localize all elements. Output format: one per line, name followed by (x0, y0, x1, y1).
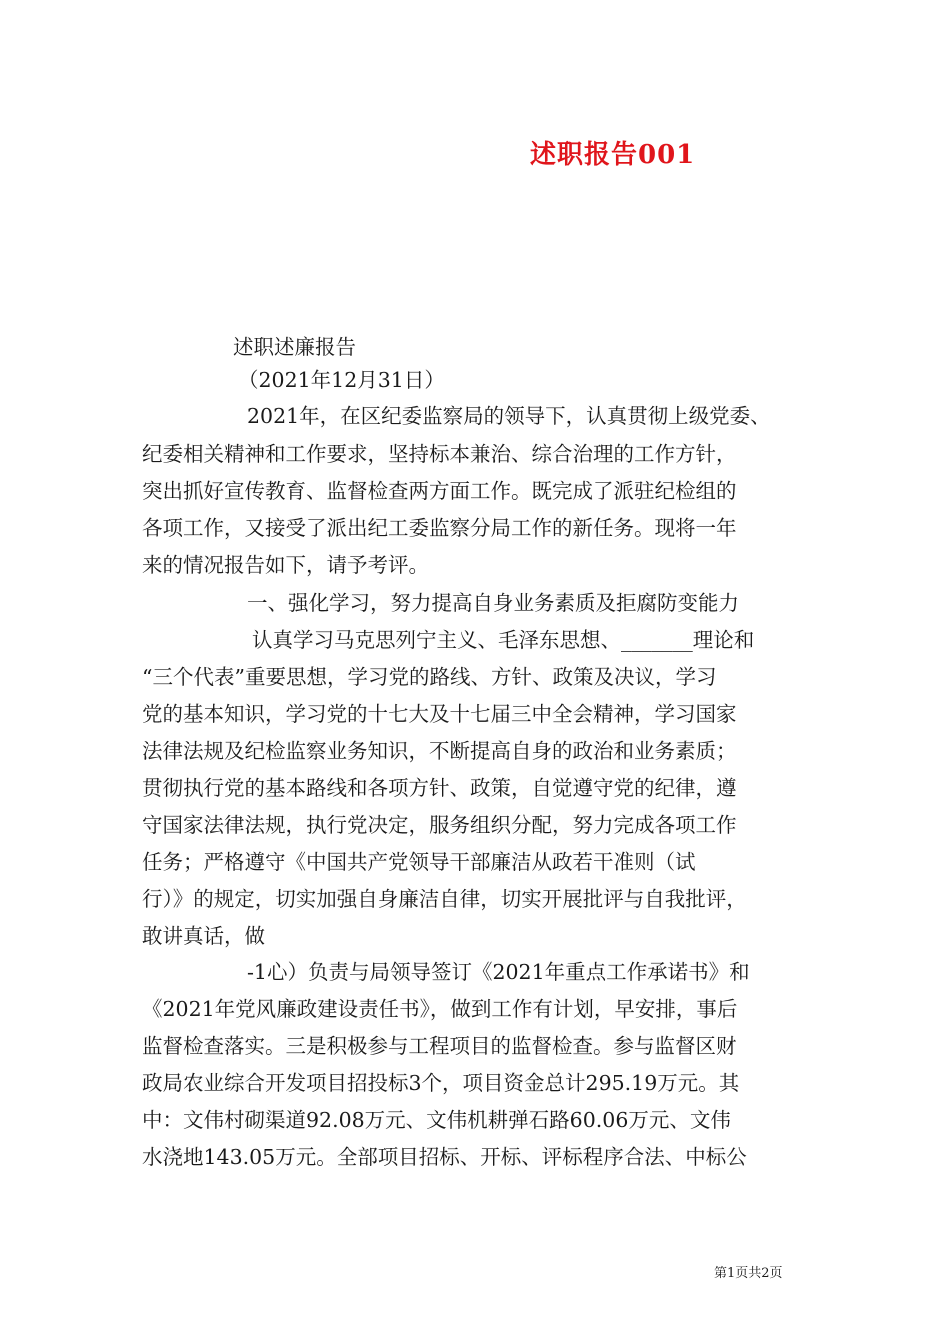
paragraph-line: 行）》的规定，切实加强自身廉洁自律，切实开展批评与自我批评， (142, 887, 747, 911)
paragraph-line: 敢讲真话，做 (142, 924, 265, 948)
report-date: （2021年12月31日） (238, 368, 445, 392)
paragraph-line: 法律法规及纪检监察业务知识，不断提高自身的政治和业务素质； (142, 739, 737, 763)
paragraph-line: 任务；严格遵守《中国共产党领导干部廉洁从政若干准则（试 (142, 850, 696, 874)
paragraph-line: -1心）负责与局领导签订《2021年重点工作承诺书》和 (247, 960, 750, 984)
paragraph-line: 认真学习马克思列宁主义、毛泽东思想、_______理论和 (252, 628, 755, 652)
paragraph-line: 来的情况报告如下，请予考评。 (142, 553, 429, 577)
paragraph-line: 各项工作，又接受了派出纪工委监察分局工作的新任务。现将一年 (142, 516, 737, 540)
paragraph-line: 监督检查落实。三是积极参与工程项目的监督检查。参与监督区财 (142, 1034, 737, 1058)
page-number: 第1页共2页 (714, 1266, 783, 1281)
paragraph-line: 纪委相关精神和工作要求，坚持标本兼治、综合治理的工作方针， (142, 442, 737, 466)
paragraph-line: 2021年，在区纪委监察局的领导下，认真贯彻上级党委、 (247, 404, 771, 428)
paragraph-line: 水浇地143.05万元。全部项目招标、开标、评标程序合法、中标公 (142, 1145, 747, 1169)
paragraph-line: 《2021年党风廉政建设责任书》，做到工作有计划，早安排，事后 (142, 997, 738, 1021)
paragraph-line: 中：文伟村砌渠道92.08万元、文伟机耕弹石路60.06万元、文伟 (142, 1108, 731, 1132)
paragraph-line: 贯彻执行党的基本路线和各项方针、政策，自觉遵守党的纪律，遵 (142, 776, 737, 800)
section-heading: 一、强化学习，努力提高自身业务素质及拒腐防变能力 (247, 591, 739, 615)
paragraph-line: 守国家法律法规，执行党决定，服务组织分配，努力完成各项工作 (142, 813, 737, 837)
paragraph-line: 政局农业综合开发项目招投标3个，项目资金总计295.19万元。其 (142, 1071, 740, 1095)
document-title: 述职报告001 (530, 140, 696, 170)
paragraph-line: 党的基本知识，学习党的十七大及十七届三中全会精神，学习国家 (142, 702, 737, 726)
report-subtitle: 述职述廉报告 (233, 335, 356, 359)
paragraph-line: 突出抓好宣传教育、监督检查两方面工作。既完成了派驻纪检组的 (142, 479, 737, 503)
paragraph-line: “三个代表”重要思想，学习党的路线、方针、政策及决议，学习 (142, 665, 717, 689)
